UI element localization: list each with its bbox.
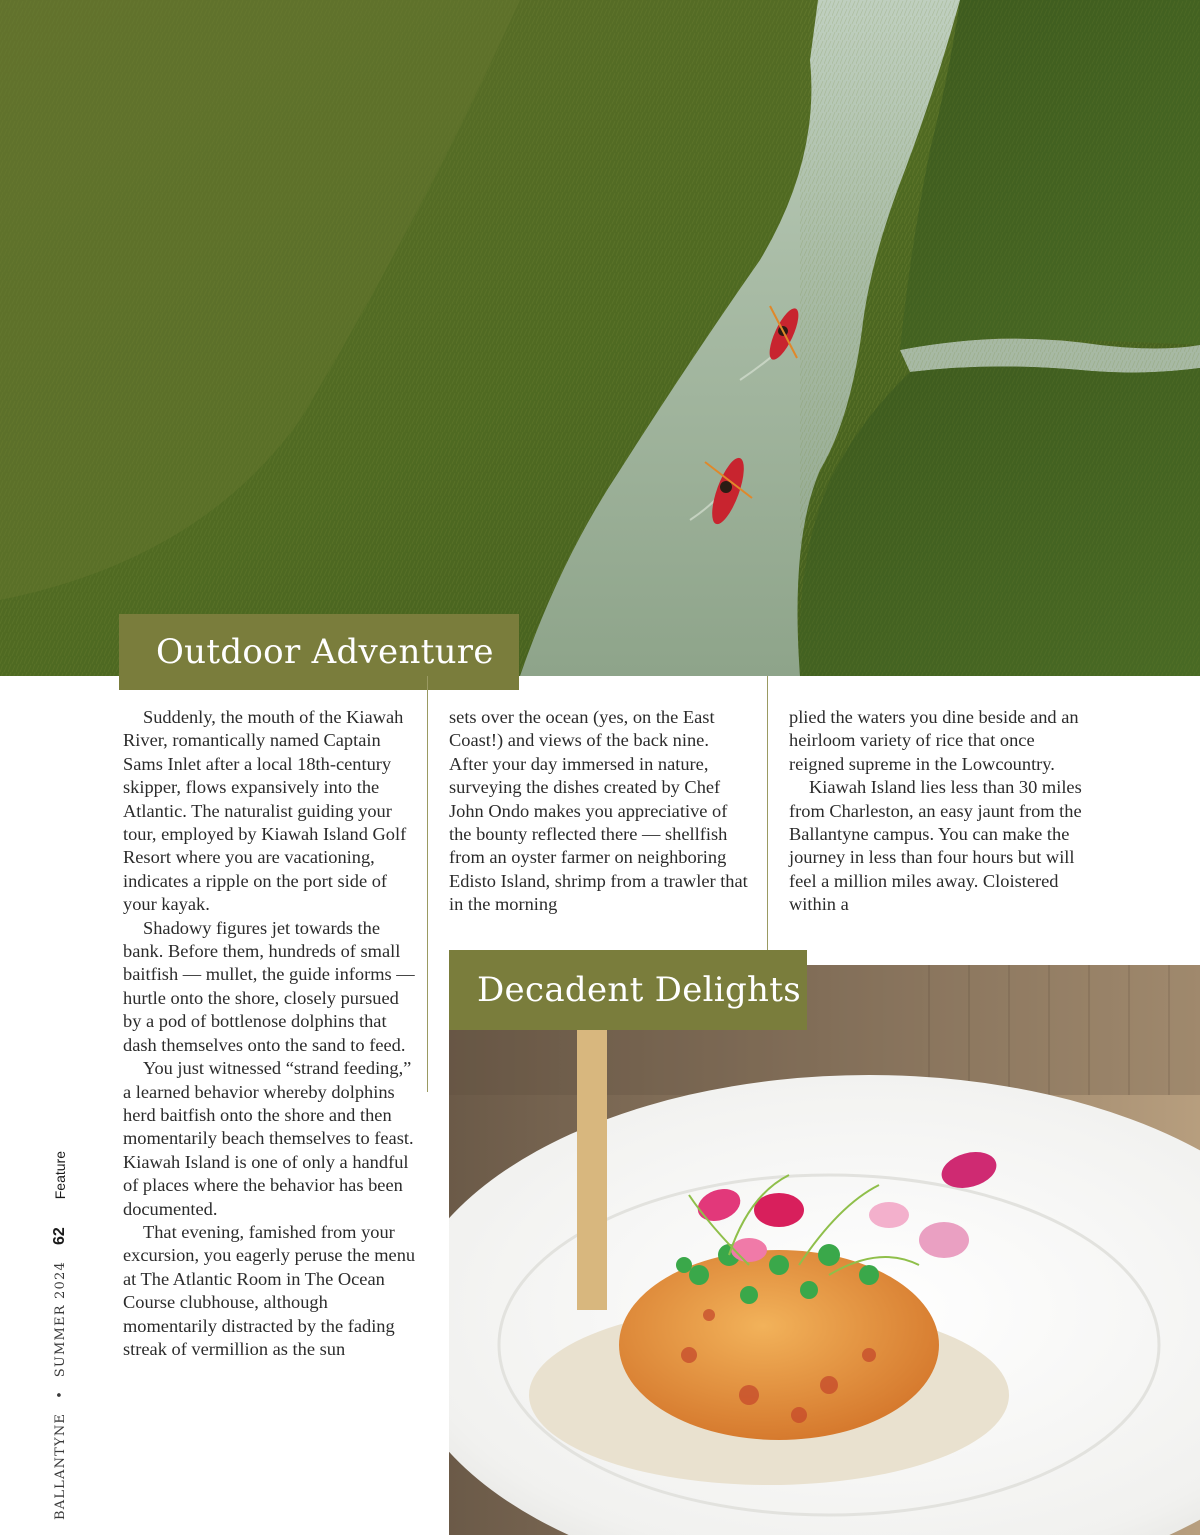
section-label: Feature [52, 1151, 68, 1200]
column-divider [767, 676, 768, 961]
magazine-name: BALLANTYNE [52, 1412, 68, 1520]
article-column-1 [123, 706, 418, 1361]
folio-separator: • [52, 1391, 68, 1399]
paragraph: Suddenly, the mouth of the Kiawah River, romantically named Captain Sams Inlet after a local 18th-century skipper, flows expansively into the Atlantic. The naturalist guiding your tour, employed by Kiawah Island Golf Resort where you are vacationing, indicates a ripple on the port side of your kayak. [123, 707, 407, 915]
page-number: 62 [51, 1227, 68, 1246]
banner-title: Decadent Delights [477, 970, 801, 1010]
paragraph: That evening, famished from your excursion, you eagerly peruse the menu at The Atlantic Room in The Ocean Course clubhouse, although momentarily distracted by the fading streak of vermillion as the sun [123, 1221, 416, 1359]
article-column-2 [449, 706, 749, 917]
issue-date: SUMMER 2024 [52, 1261, 68, 1378]
banner-title: Outdoor Adventure [156, 632, 494, 672]
article-column-3 [789, 706, 1089, 917]
section-banner-decadent [449, 950, 807, 1030]
column-divider [427, 676, 428, 1092]
section-banner-outdoor [119, 614, 519, 690]
paragraph: Kiawah Island lies less than 30 miles from Charleston, an easy jaunt from the Ballantyne campus. You can make the journey in less than four hours but will feel a million miles away. Cloistered within a [789, 777, 1082, 915]
paragraph: Shadowy figures jet towards the bank. Before them, hundreds of small baitfish — mullet, the guide informs — hurtle onto the shore, closely pursued by a pod of bottlenose dolphins that dash themselves onto the sand to feed. [123, 917, 415, 1055]
page-folio [40, 1140, 80, 1520]
paragraph: You just witnessed “strand feeding,” a learned behavior whereby dolphins herd baitfish onto the shore and then momentarily beach themselves to feast. Kiawah Island is one of only a handful of places where the behavior has been documented. [123, 1058, 414, 1219]
paragraph: sets over the ocean (yes, on the East Coast!) and views of the back nine. After your day immersed in nature, surveying the dishes created by Chef John Ondo makes you appreciative of the bounty reflected there — shellfish from an oyster farmer on neighboring Edisto Island, shrimp from a trawler that in the morning [449, 707, 748, 915]
kayak-marsh-photo [0, 0, 1200, 676]
plated-dish-photo [449, 965, 1200, 1535]
paragraph: plied the waters you dine beside and an heirloom variety of rice that once reigned supreme in the Lowcountry. [789, 707, 1079, 774]
